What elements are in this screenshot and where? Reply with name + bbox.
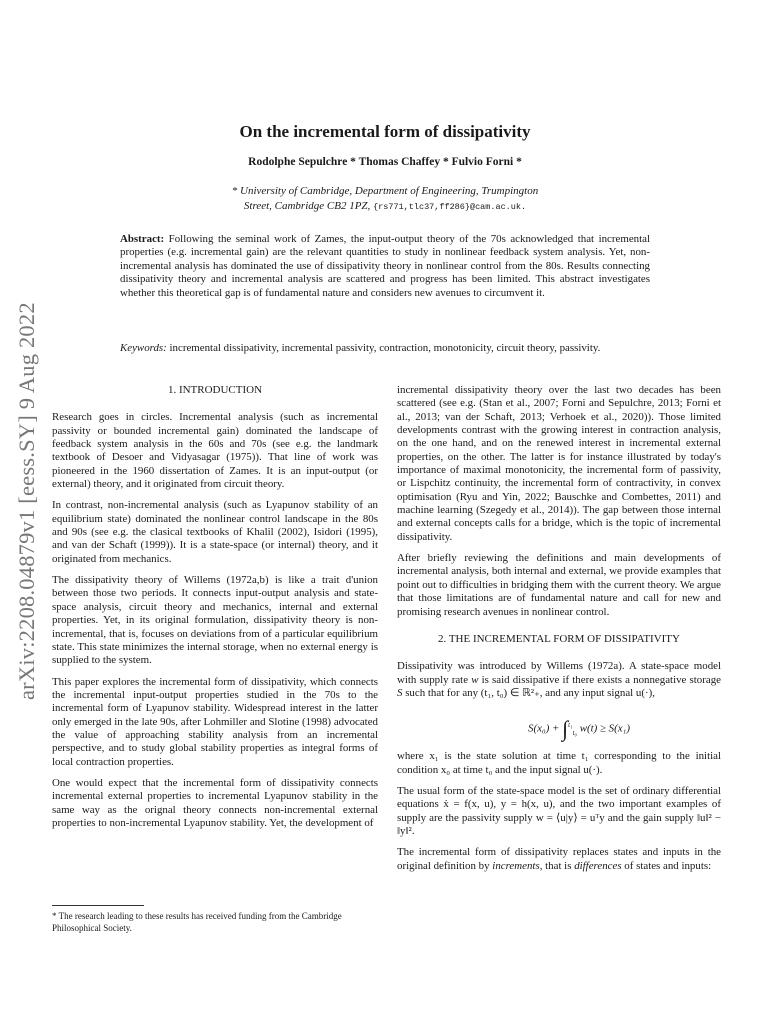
paper-title: On the incremental form of dissipativity <box>239 122 531 141</box>
abstract-text: Following the seminal work of Zames, the input-output theory of the 70s acknowledged that incremental properties (e.g. incremental gain) are the relevant quantities to study in nonlinear feedback system analysis. Yet, non-incremental analysis has dominated the use of dissipativity theory in nonlinear control from the 80s. Results connecting dissipativity theory and incremental analysis are scattered and progress has been limited. This abstract investigates whether this theoretical gap is of fundamental nature and considers new avenues to circumvent it. <box>120 233 650 299</box>
abstract <box>120 233 650 300</box>
keywords-label: Keywords: <box>120 342 167 354</box>
left-column <box>52 384 378 838</box>
section-2-paragraph-4: The incremental form of dissipativity replaces states and inputs in the original definition by increments, that is differences of states and inputs: <box>397 846 721 872</box>
intro-paragraph-6: incremental dissipativity theory over the last two decades has been scattered (see e.g. (Stan et al., 2007; Forni and Sepulchre, 2013; Forni et al., 2013; van der Schaft, 2013; Verhoek et al., 2020)). Those limited developments contrast with the growing interest in contraction analysis, on the one hand, and on the renewed interest in incremental external properties, on the other. The latter is for instance illustrated by today's importance of maximal monotonicity, the incremental form of passivity, or Lispchitz continuity, the incremental form of contractivity, in convex optimisation (Ryu and Yin, 2022; Bauschke and Combettes, 2011) and machine learning (Szegedy et al., 2014)). The gap between those internal and external concepts calls for a bridge, which is the topic of incremental dissipativity. <box>397 384 721 543</box>
intro-paragraph-4: This paper explores the incremental form of dissipativity, which connects the incremental input-output properties studied in the 70s to the incremental form of Lyapunov stability. Widespread interest in the latter only emerged in the late 90s, after Lohmiller and Slotine (1998) advocated the value of approaching stability analysis from an incremental perspective, and to study global stability properties as integral forms of local contraction properties. <box>52 675 378 768</box>
intro-paragraph-2: In contrast, non-incremental analysis (such as Lyapunov stability of an equilibrium state) dominated the nonlinear control landscape in the 80s and 90s (see e.g. the clasical textbooks of Khalil (2002), Isidori (1995), and van der Schaft (1999)). It is a state-space (or internal) theory, and it originated from mechanics. <box>52 499 378 565</box>
footnote-rule <box>52 905 144 906</box>
affiliation-line-1: * University of Cambridge, Department of Engineering, Trumpington <box>231 185 539 197</box>
affiliation <box>130 184 640 215</box>
right-column <box>397 384 721 881</box>
keywords-text: incremental dissipativity, incremental passivity, contraction, monotonicity, circuit theory, passivity. <box>169 342 601 354</box>
abstract-label: Abstract: <box>120 233 165 245</box>
affiliation-line-2: Street, Cambridge CB2 1PZ, <box>243 200 371 212</box>
section-1-heading: 1. INTRODUCTION <box>167 384 263 396</box>
intro-paragraph-7: After briefly reviewing the definitions and main developments of incremental analysis, both internal and external, we provide examples that point out to difficulties in bridging them with the current theory. We argue that those limitations are of fundamental nature and call for new and promising research avenues in nonlinear control. <box>397 552 721 618</box>
section-2-paragraph-1: Dissipativity was introduced by Willems (1972a). A state-space model with supply rate w is said dissipative if there exists a nonnegative storage S such that for any (t₁, t₀) ∈ ℝ²₊, and any input signal u(·), <box>397 660 721 699</box>
intro-paragraph-5: One would expect that the incremental form of dissipativity connects incremental external properties to incremental Lyapunov stability in the same way as the orignal theory connects non-incremental external properties to non-incremental Lyapunov stability. Yet, the development of <box>52 776 378 829</box>
intro-paragraph-1: Research goes in circles. Incremental analysis (such as incremental passivity or bounded incremental gain) dominated the landscape of feedback system analysis in the 60s and 70s (see e.g. the landmark textbook of Desoer and Vidyasagar (1975)). That line of work was pioneered in the 1960 dissertation of Zames. It is an input-output (or external) theory, and it originated from circuit theory. <box>52 411 378 491</box>
intro-paragraph-3: The dissipativity theory of Willems (1972a,b) is like a trait d'union between those two periods. It connects input-output analysis and state-space analysis, circuit theory and mechanics, internal and external properties. Yet, in its original formulation, dissipativity theory is non-incremental, that is, focuses on deviations from of a particular equilibrium state. This state minimizes the internal storage, when no external energy is supplied to the system. <box>52 574 378 667</box>
section-2-paragraph-2: where x₁ is the state solution at time t₁ corresponding to the initial condition x₀ at time t₀ and the input signal u(·). <box>397 750 721 776</box>
footnote: * The research leading to these results has received funding from the Cambridge Philosophical Society. <box>52 911 342 933</box>
author-emails: {rs771,tlc37,ff286}@cam.ac.uk. <box>373 202 527 212</box>
arxiv-identifier: arXiv:2208.04879v1 [eess.SY] 9 Aug 2022 <box>14 302 39 700</box>
keywords <box>120 342 650 355</box>
section-2-heading: 2. THE INCREMENTAL FORM OF DISSIPATIVITY <box>438 632 680 645</box>
authors: Rodolphe Sepulchre * Thomas Chaffey * Fulvio Forni * <box>248 156 522 168</box>
section-2-paragraph-3: The usual form of the state-space model is the set of ordinary differential equations ẋ = f(x, u), y = h(x, u), and the two important examples of supply are the passivity supply w = ⟨u|y⟩ = uᵀy and the gain supply ‖u‖² − ‖y‖². <box>397 784 721 837</box>
dissipation-inequality: S(x₀) + ∫$^{t_1}_{t_0}$ w(t) ≥ S(x₁) <box>528 716 630 742</box>
